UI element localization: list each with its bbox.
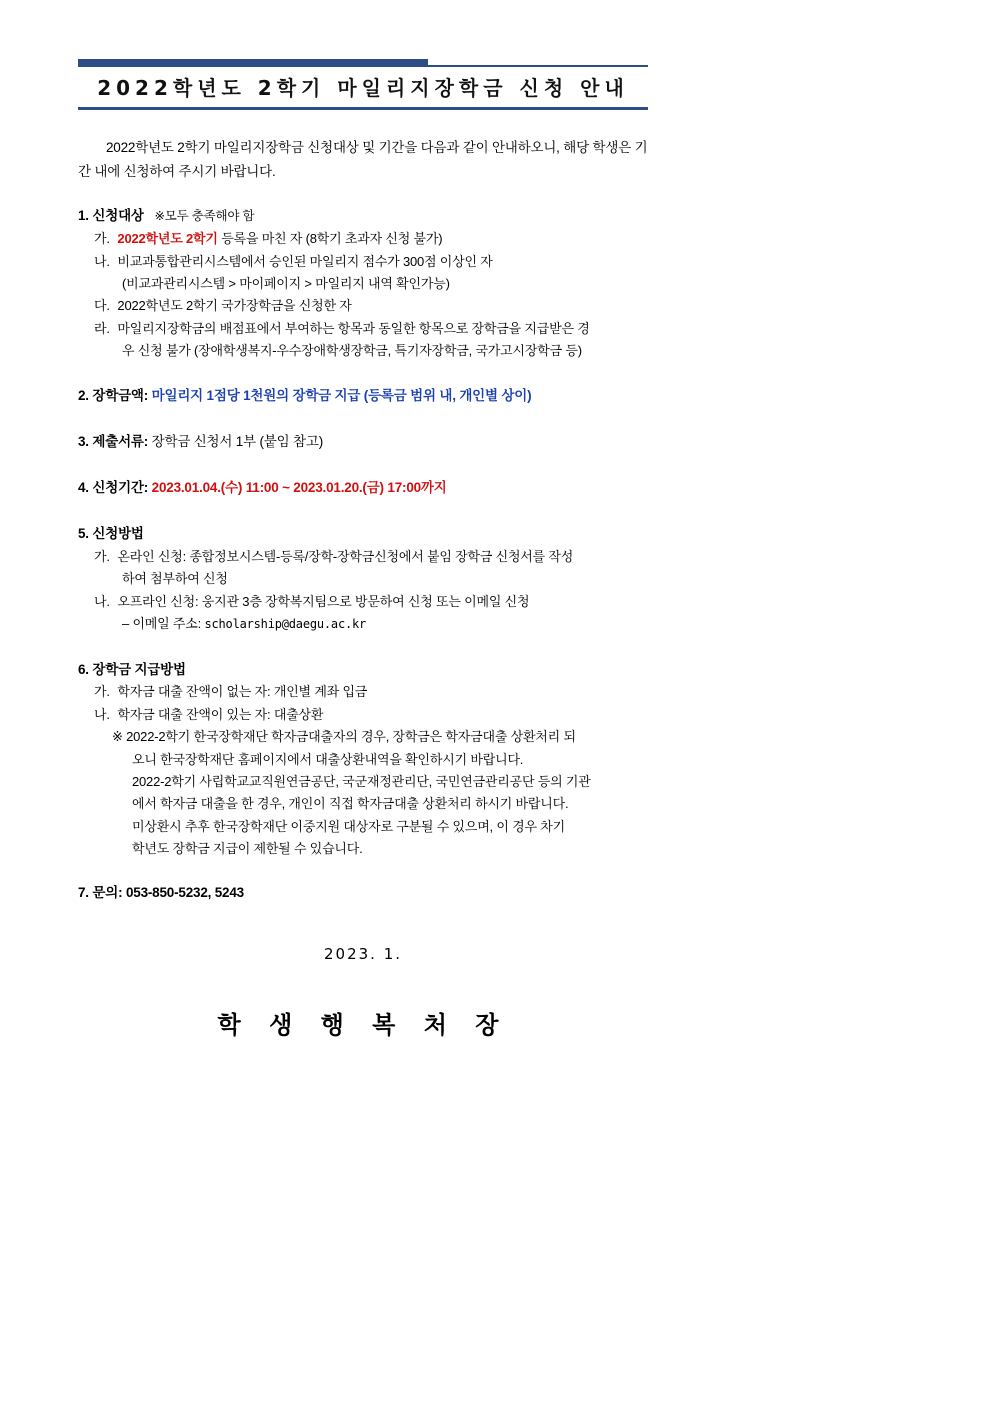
section-amount xyxy=(78,385,648,408)
section-1-item-a xyxy=(78,228,648,250)
document-content xyxy=(78,58,648,1040)
section-3-title: 3. 제출서류: xyxy=(78,434,149,450)
item-marker-a3: 가. xyxy=(94,684,110,700)
section-method xyxy=(78,523,648,635)
note-line-5: 미상환시 추후 한국장학재단 이중지원 대상자로 구분될 수 있으며, 이 경우 차기 xyxy=(132,818,565,834)
section-5-item-a xyxy=(78,546,648,568)
document-title-block xyxy=(78,58,648,110)
item-marker-b: 나. xyxy=(94,253,110,269)
section-3-heading xyxy=(78,431,648,454)
spacer-2 xyxy=(78,421,648,431)
section-3-value: 장학금 신청서 1부 (붙임 참고) xyxy=(151,434,323,450)
section-1-item-b-cont: (비교과관리시스템 > 마이페이지 > 마일리지 내역 확인가능) xyxy=(122,275,450,291)
item-marker-b3: 나. xyxy=(94,706,110,722)
item-d-text: 마일리지장학금의 배점표에서 부여하는 항목과 동일한 항목으로 장학금을 지급받은 경 xyxy=(117,320,590,336)
section-4-title: 4. 신청기간: xyxy=(78,480,149,496)
item-marker-d: 라. xyxy=(94,320,110,336)
spacer-3 xyxy=(78,467,648,477)
note-line-4: 에서 학자금 대출을 한 경우, 개인이 직접 학자금대출 상환처리 하시기 바랍니다. xyxy=(132,796,569,812)
note-line-6: 학년도 장학금 지급이 제한될 수 있습니다. xyxy=(132,840,363,856)
note-line-3: 2022-2학기 사립학교교직원연금공단, 국군재정관리단, 국민연금관리공단 등의 기관 xyxy=(132,773,591,789)
section-5-item-a-cont: 하여 첨부하여 신청 xyxy=(122,571,228,587)
section-4-value: 2023.01.04.(수) 11:00 ~ 2023.01.20.(금) 17:00까지 xyxy=(151,480,447,496)
section-5-heading: 5. 신청방법 xyxy=(78,526,144,542)
document-signer: 학 생 행 복 처 장 xyxy=(217,1011,509,1040)
item-b2-text: 오프라인 신청: 웅지관 3층 장학복지팀으로 방문하여 신청 또는 이메일 신청 xyxy=(117,593,530,609)
section-7-value: 053-850-5232, 5243 xyxy=(125,885,244,901)
section-2-value: 마일리지 1점당 1천원의 장학금 지급 (등록금 범위 내, 개인별 상이) xyxy=(151,388,532,404)
note-marker: ※ xyxy=(112,729,123,745)
title-bottom-rule xyxy=(78,107,648,110)
spacer-5 xyxy=(78,649,648,659)
note-line-1: 2022-2학기 한국장학재단 학자금대출자의 경우, 장학금은 학자금대출 상환처리 되 xyxy=(126,729,576,745)
section-contact xyxy=(78,882,648,905)
section-5-item-b xyxy=(78,591,648,613)
section-5-email-line xyxy=(78,613,648,635)
item-marker-a2: 가. xyxy=(94,549,110,565)
item-a-highlight: 2022학년도 2학기 xyxy=(117,231,218,247)
title-rule-thin xyxy=(428,65,648,67)
spacer-1 xyxy=(78,375,648,385)
email-address: scholarship@daegu.ac.kr xyxy=(204,617,367,632)
section-2-title: 2. 장학금액: xyxy=(78,388,149,404)
section-1-note: ※모두 충족해야 함 xyxy=(154,209,255,224)
section-1-item-d xyxy=(78,318,648,340)
section-1-item-b xyxy=(78,251,648,273)
item-marker-c: 다. xyxy=(94,298,110,314)
email-label: – 이메일 주소: xyxy=(122,616,202,632)
section-6-heading: 6. 장학금 지급방법 xyxy=(78,661,186,677)
item-b-text: 비교과통합관리시스템에서 승인된 마일리지 점수가 300점 이상인 자 xyxy=(117,253,493,269)
section-6-item-a xyxy=(78,681,648,703)
section-payment xyxy=(78,659,648,861)
section-1-item-d-cont: 우 신청 불가 (장애학생복지-우수장애학생장학금, 특기자장학금, 국가고시장학금 등) xyxy=(122,342,582,358)
section-6-note xyxy=(78,726,648,860)
section-2-heading xyxy=(78,385,648,408)
section-1-item-c xyxy=(78,295,648,317)
item-marker-a: 가. xyxy=(94,231,110,247)
item-b3-text: 학자금 대출 잔액이 있는 자: 대출상환 xyxy=(117,706,324,722)
section-4-heading xyxy=(78,477,648,500)
section-1-heading xyxy=(78,205,648,228)
section-1-title: 1. 신청대상 xyxy=(78,208,144,224)
item-a2-text: 온라인 신청: 종합정보시스템-등록/장학-장학금신청에서 붙임 장학금 신청서를 작성 xyxy=(117,549,574,565)
section-6-item-b xyxy=(78,704,648,726)
section-documents xyxy=(78,431,648,454)
item-marker-b2: 나. xyxy=(94,593,110,609)
section-period xyxy=(78,477,648,500)
spacer-4 xyxy=(78,513,648,523)
section-eligibility xyxy=(78,205,648,362)
note-line-2: 오니 한국장학재단 홈페이지에서 대출상환내역을 확인하시기 바랍니다. xyxy=(132,751,524,767)
section-7-title: 7. 문의: xyxy=(78,885,123,901)
item-a-rest: 등록을 마친 자 (8학기 초과자 신청 불가) xyxy=(221,231,443,247)
intro-paragraph: 2022학년도 2학기 마일리지장학금 신청대상 및 기간을 다음과 같이 안내하오니, 해당 학생은 기간 내에 신청하여 주시기 바랍니다. xyxy=(78,140,648,179)
document-date: 2023. 1. xyxy=(323,945,403,964)
item-c-text: 2022학년도 2학기 국가장학금을 신청한 자 xyxy=(117,298,352,314)
title-top-rule xyxy=(78,58,648,67)
page-title: 2022학년도 2학기 마일리지장학금 신청 안내 xyxy=(97,76,629,100)
item-a3-text: 학자금 대출 잔액이 없는 자: 개인별 계좌 입금 xyxy=(117,684,368,700)
title-rule-thick xyxy=(78,59,428,67)
